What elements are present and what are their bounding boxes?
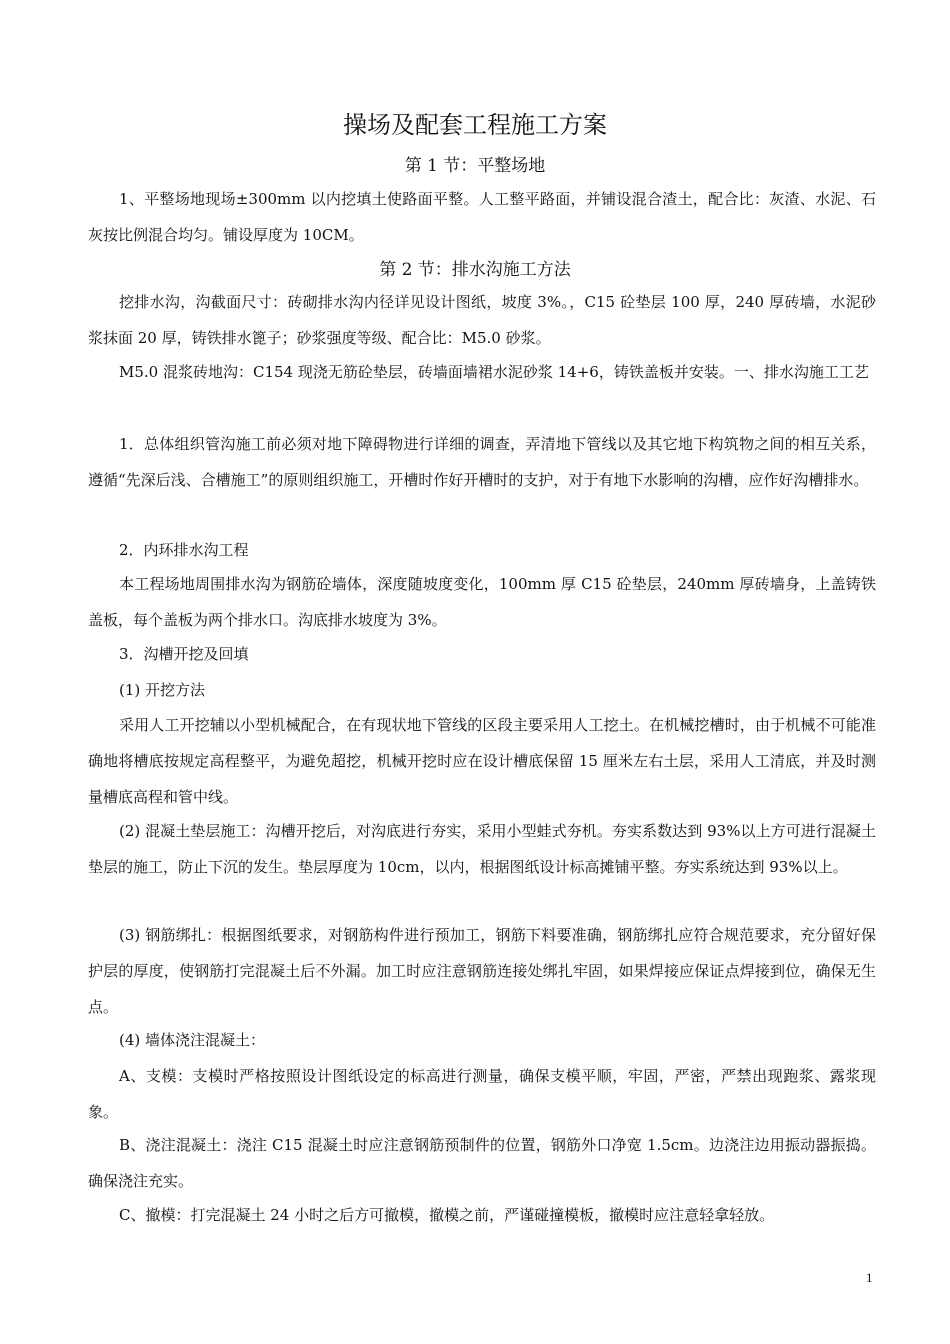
paragraph-9: 采用人工开挖辅以小型机械配合，在有现状地下管线的区段主要采用人工挖土。在机械挖槽时，由于机械不可能准确地将槽底按规定高程整平，为避免超挖，机械开挖时应在设计槽底保留 15 厘米左右土层，采用人工清底，并及时测量槽底高程和管中线。 xyxy=(88,716,876,806)
paragraph-11: (3) 钢筋绑扎：根据图纸要求，对钢筋构件进行预加工，钢筋下料要准确，钢筋绑扎应符合规范要求，充分留好保护层的厚度，使钢筋打完混凝土后不外漏。加工时应注意钢筋连接处绑扎牢固，如果焊接应保证点焊接到位，确保无生点。 xyxy=(88,926,876,1016)
paragraph-5: 2．内环排水沟工程 xyxy=(119,541,249,559)
paragraph-4: 1．总体组织管沟施工前必须对地下障碍物进行详细的调查，弄清地下管线以及其它地下构筑物之间的相互关系，遵循“先深后浅、合槽施工”的原则组织施工，开槽时作好开槽时的支护，对于有地下水影响的沟槽，应作好沟槽排水。 xyxy=(88,435,876,489)
document-title: 操场及配套工程施工方案 xyxy=(343,111,607,139)
paragraph-15: C、撤模：打完混凝土 24 小时之后方可撤模，撤模之前，严谨碰撞模板，撤模时应注意轻拿轻放。 xyxy=(119,1206,775,1224)
paragraph-8: (1) 开挖方法 xyxy=(119,681,206,699)
section-2-heading: 第 2 节：排水沟施工方法 xyxy=(379,260,571,280)
section-1-heading: 第 1 节：平整场地 xyxy=(404,156,546,176)
paragraph-2: 挖排水沟，沟截面尺寸：砖砌排水沟内径详见设计图纸，坡度 3%。，C15 砼垫层 100 厚，240 厚砖墙，水泥砂浆抹面 20 厚，铸铁排水篦子；砂浆强度等级、配合比：M5.0 砂浆。 xyxy=(88,293,876,347)
paragraph-7: 3．沟槽开挖及回填 xyxy=(119,645,249,663)
page-number: 1 xyxy=(866,1270,873,1285)
paragraph-13: A、支模：支模时严格按照设计图纸设定的标高进行测量，确保支模平顺，牢固，严密，严禁出现跑浆、露浆现象。 xyxy=(88,1067,876,1121)
paragraph-1: 1、平整场地现场±300mm 以内挖填土使路面平整。人工整平路面，并铺设混合渣土，配合比：灰渣、水泥、石灰按比例混合均匀。铺设厚度为 10CM。 xyxy=(88,190,876,244)
paragraph-10: (2) 混凝土垫层施工：沟槽开挖后，对沟底进行夯实，采用小型蛙式夯机。夯实系数达到 93%以上方可进行混凝土垫层的施工，防止下沉的发生。垫层厚度为 10cm，以内，根据图纸设计标高摊铺平整。夯实系统达到 93%以上。 xyxy=(88,822,876,876)
paragraph-12: (4) 墙体浇注混凝土： xyxy=(119,1031,266,1049)
paragraph-6: 本工程场地周围排水沟为钢筋砼墙体，深度随坡度变化，100mm 厚 C15 砼垫层，240mm 厚砖墙身，上盖铸铁盖板，每个盖板为两个排水口。沟底排水坡度为 3%。 xyxy=(88,575,876,629)
paragraph-3: M5.0 混浆砖地沟：C154 现浇无筋砼垫层，砖墙面墙裙水泥砂浆 14+6，铸铁盖板并安装。一、排水沟施工工艺 xyxy=(119,363,869,381)
paragraph-14: B、浇注混凝土：浇注 C15 混凝土时应注意钢筋预制件的位置，钢筋外口净宽 1.5cm。边浇注边用振动器振捣。确保浇注充实。 xyxy=(88,1136,876,1190)
